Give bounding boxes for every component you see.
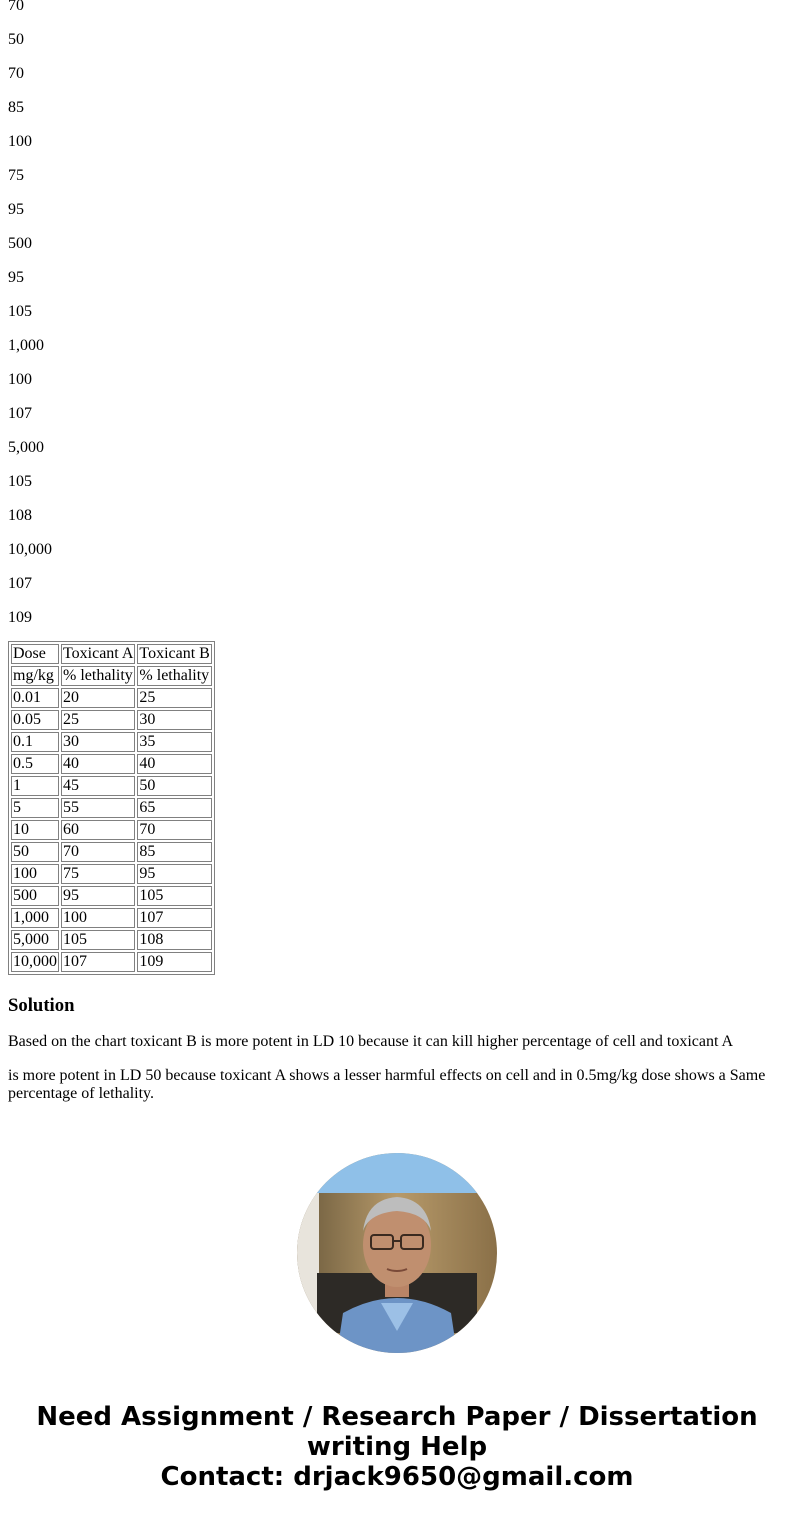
table-cell: 20 xyxy=(61,688,135,708)
promo-line: Need Assignment / Research Paper / Dissertation xyxy=(36,1402,758,1432)
table-row xyxy=(11,930,212,950)
value-line: 95 xyxy=(8,201,24,218)
value-line: 70 xyxy=(8,0,24,14)
table-cell: 70 xyxy=(61,842,135,862)
solution-paragraph: is more potent in LD 50 because toxicant A shows a lesser harmful effects on cell and in 0.5mg/kg dose shows a Same percentage of lethality. xyxy=(8,1067,766,1102)
table-cell: 109 xyxy=(137,952,211,972)
table-cell: 95 xyxy=(61,886,135,906)
value-line: 95 xyxy=(8,269,24,286)
solution-paragraph: Based on the chart toxicant B is more potent in LD 10 because it can kill higher percentage of cell and toxicant A xyxy=(8,1033,734,1050)
value-line: 50 xyxy=(8,31,24,48)
table-cell: 65 xyxy=(137,798,211,818)
author-avatar xyxy=(297,1153,497,1353)
table-row xyxy=(11,952,212,972)
value-line: 500 xyxy=(8,235,32,252)
value-line: 70 xyxy=(8,65,24,82)
table-cell: 10,000 xyxy=(13,953,57,970)
promo-contact: Contact: drjack9650@gmail.com xyxy=(160,1462,634,1492)
promo-banner xyxy=(0,1402,794,1492)
value-line: 1,000 xyxy=(8,337,44,354)
table-cell: 100 xyxy=(11,864,59,884)
table-cell: 35 xyxy=(137,732,211,752)
table-units-row xyxy=(11,666,212,686)
document-content xyxy=(8,0,786,1103)
table-cell: 95 xyxy=(137,864,211,884)
table-cell: 55 xyxy=(61,798,135,818)
table-row xyxy=(11,732,212,752)
table-cell: 5,000 xyxy=(11,930,59,950)
table-cell: 0.05 xyxy=(11,710,59,730)
table-cell: 0.1 xyxy=(11,732,59,752)
table-cell: 25 xyxy=(61,710,135,730)
table-cell: 40 xyxy=(61,754,135,774)
table-header-cell: Toxicant B xyxy=(139,645,210,662)
table-row xyxy=(11,886,212,906)
solution-heading: Solution xyxy=(8,995,75,1016)
value-line: 100 xyxy=(8,133,32,150)
table-cell: 108 xyxy=(137,930,211,950)
value-line: 109 xyxy=(8,609,32,626)
table-cell: 70 xyxy=(137,820,211,840)
value-line: 107 xyxy=(8,405,32,422)
table-cell: 60 xyxy=(61,820,135,840)
value-line: 100 xyxy=(8,371,32,388)
table-cell: 25 xyxy=(137,688,211,708)
value-line: 75 xyxy=(8,167,24,184)
table-cell: 10 xyxy=(11,820,59,840)
promo-line: writing Help xyxy=(306,1432,488,1462)
table-units-cell: mg/kg xyxy=(11,666,59,686)
value-line: 108 xyxy=(8,507,32,524)
table-header-row xyxy=(11,644,212,664)
table-row xyxy=(11,842,212,862)
table-cell: 5 xyxy=(11,798,59,818)
table-row xyxy=(11,908,212,928)
table-row xyxy=(11,820,212,840)
table-cell: 500 xyxy=(11,886,59,906)
table-cell: 45 xyxy=(61,776,135,796)
table-cell: 1 xyxy=(11,776,59,796)
table-cell: 85 xyxy=(137,842,211,862)
table-cell: 105 xyxy=(137,886,211,906)
value-line: 105 xyxy=(8,303,32,320)
table-cell: 0.5 xyxy=(11,754,59,774)
table-cell: 0.01 xyxy=(11,688,59,708)
table-units-cell: % lethality xyxy=(61,666,135,686)
table-cell: 105 xyxy=(61,930,135,950)
table-cell: 30 xyxy=(61,732,135,752)
table-cell: 50 xyxy=(11,842,59,862)
table-header-cell: Toxicant A xyxy=(63,645,134,662)
table-row xyxy=(11,688,212,708)
table-cell: 1,000 xyxy=(11,908,59,928)
table-units-cell: % lethality xyxy=(137,666,211,686)
table-cell: 100 xyxy=(61,908,135,928)
table-row xyxy=(11,864,212,884)
lethality-table xyxy=(8,641,215,975)
table-cell: 75 xyxy=(61,864,135,884)
table-cell: 40 xyxy=(137,754,211,774)
table-cell: 50 xyxy=(137,776,211,796)
value-line: 107 xyxy=(8,575,32,592)
table-row xyxy=(11,776,212,796)
value-line: 5,000 xyxy=(8,439,44,456)
table-row xyxy=(11,710,212,730)
table-row xyxy=(11,798,212,818)
value-line: 10,000 xyxy=(8,541,52,558)
value-lines xyxy=(8,0,786,635)
value-line: 105 xyxy=(8,473,32,490)
table-row xyxy=(11,754,212,774)
value-line: 85 xyxy=(8,99,24,116)
table-cell: 107 xyxy=(137,908,211,928)
table-header-cell: Dose xyxy=(11,644,59,664)
table-cell: 107 xyxy=(61,952,135,972)
portrait-image xyxy=(297,1153,497,1353)
table-cell: 30 xyxy=(137,710,211,730)
